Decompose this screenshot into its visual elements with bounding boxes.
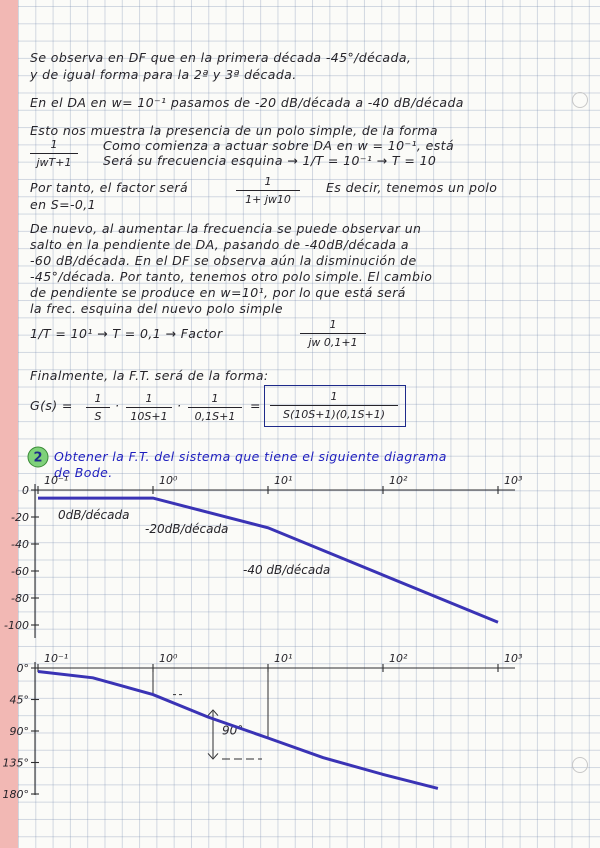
text-line: Se observa en DF que en la primera década -45°/década, [30, 50, 412, 65]
y-tick-label: 135° [2, 756, 29, 770]
x-tick-label: 10⁰ [159, 652, 178, 665]
bode-magnitude-plot [0, 470, 600, 640]
slope-label: 0dB/década [58, 508, 130, 522]
text-line: Es decir, tenemos un polo [326, 180, 498, 195]
y-tick-label: -40 [11, 538, 29, 551]
exercise-number: 2 [33, 450, 43, 466]
fraction-result: 1 S(10S+1)(0,1S+1) [270, 390, 398, 421]
text-line: Como comienza a actuar sobre DA en w = 10⁻¹, está [103, 138, 455, 153]
y-tick-label: 0 [22, 484, 29, 497]
exercise-title: de Bode. [54, 465, 113, 480]
text-line: -60 dB/década. En el DF se observa aún la disminución de [30, 253, 417, 268]
text-line: y de igual forma para la 2ª y 3ª década. [30, 67, 297, 82]
phase-annotation: 90° [222, 723, 244, 738]
y-tick-label: 0° [16, 662, 29, 675]
y-tick-label: -20 [11, 511, 29, 524]
fraction-pole-form: 1 jwT+1 [30, 138, 78, 169]
text-line: Por tanto, el factor será [30, 180, 189, 195]
x-tick-label: 10¹ [274, 474, 293, 487]
fraction-first-factor: 1 1+ jw10 [236, 175, 300, 206]
text-line: la frec. esquina del nuevo polo simple [30, 301, 284, 316]
text-line: En el DA en w= 10⁻¹ pasamos de -20 dB/década a -40 dB/década [30, 95, 464, 110]
fraction-integrator: 1 S [86, 392, 110, 423]
text-line: en S=-0,1 [30, 197, 96, 212]
text-line: 1/T = 10¹ → T = 0,1 → Factor [30, 326, 223, 341]
text-line: Será su frecuencia esquina → 1/T = 10⁻¹ → T = 10 [103, 153, 437, 168]
y-tick-label: -80 [11, 592, 29, 605]
text-line: -45°/década. Por tanto, tenemos otro polo simple. El cambio [30, 269, 433, 284]
equals-sign: = [250, 398, 261, 413]
text-line: Esto nos muestra la presencia de un polo simple, de la forma [30, 123, 438, 138]
text-line: De nuevo, al aumentar la frecuencia se puede observar un [30, 221, 422, 236]
x-tick-label: 10⁰ [159, 474, 178, 487]
text-line: de pendiente se produce en w=10¹, por lo que está será [30, 285, 406, 300]
exercise-title: Obtener la F.T. del sistema que tiene el siguiente diagrama [54, 449, 447, 464]
y-tick-label: 180° [2, 788, 29, 801]
x-tick-label: 10⁻¹ [44, 474, 69, 487]
fraction-pole-1: 1 10S+1 [126, 392, 172, 423]
fraction-pole-2: 1 0,1S+1 [188, 392, 242, 423]
x-tick-label: 10² [389, 652, 408, 665]
slope-label: -20dB/década [145, 522, 229, 536]
y-tick-label: -100 [4, 619, 29, 632]
fraction-second-factor: 1 jw 0,1+1 [300, 318, 366, 349]
slope-label: -40 dB/década [243, 563, 331, 577]
exercise-number-badge [26, 445, 50, 469]
tf-lhs: G(s) = [30, 398, 73, 413]
x-tick-label: 10³ [504, 652, 523, 665]
text-line: Finalmente, la F.T. será de la forma: [30, 368, 269, 383]
dot-product: · [115, 398, 120, 413]
binder-hole [572, 92, 588, 108]
x-tick-label: 10² [389, 474, 408, 487]
x-tick-label: 10⁻¹ [44, 652, 69, 665]
text-line: salto en la pendiente de DA, pasando de -40dB/década a [30, 237, 409, 252]
y-tick-label: 45° [9, 693, 29, 707]
y-tick-label: -60 [11, 565, 29, 578]
bode-phase-plot [0, 650, 600, 845]
x-tick-label: 10³ [504, 474, 523, 487]
dot-product: · [177, 398, 182, 413]
y-tick-label: 90° [9, 725, 29, 738]
x-tick-label: 10¹ [274, 652, 293, 665]
